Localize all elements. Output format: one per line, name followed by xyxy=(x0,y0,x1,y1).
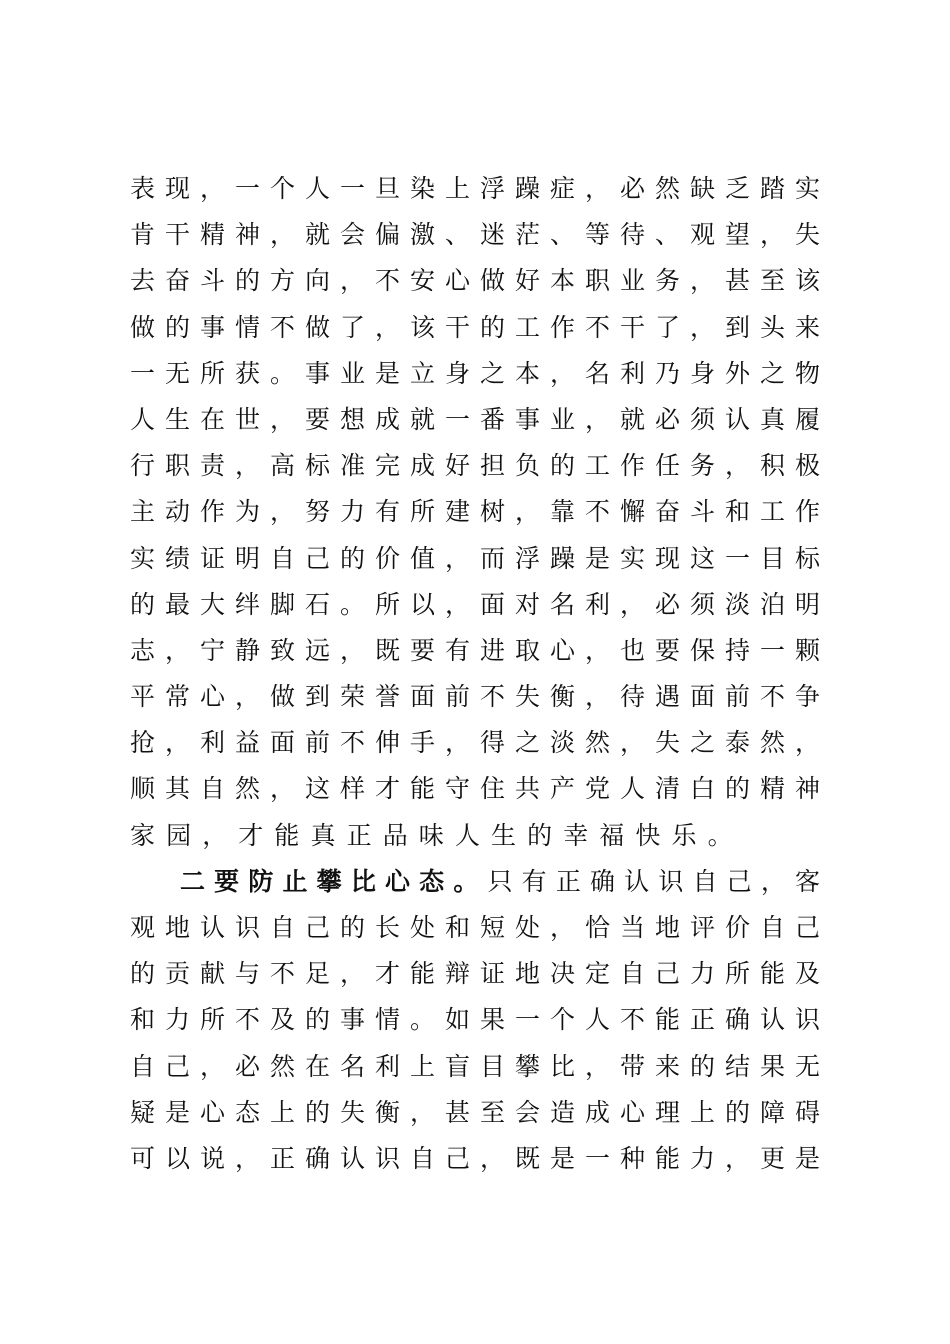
text-line: 去奋斗的方向，不安心做好本职业务，甚至该 xyxy=(130,266,820,296)
text-line: 和力所不及的事情。如果一个人不能正确认识 xyxy=(130,1005,820,1035)
paragraph-text: 只有正确认识自己，客 xyxy=(487,866,820,896)
text-line: 人生在世，要想成就一番事业，就必须认真履 xyxy=(130,404,820,434)
text-line: 志，宁静致远，既要有进取心，也要保持一颗 xyxy=(130,635,820,665)
text-line: 实绩证明自己的价值，而浮躁是实现这一目标 xyxy=(130,543,820,573)
text-line: 可以说，正确认识自己，既是一种能力，更是 xyxy=(130,1143,820,1173)
document-body xyxy=(130,166,820,1182)
text-line: 抢，利益面前不伸手，得之淡然，失之泰然， xyxy=(130,728,820,758)
text-line: 疑是心态上的失衡，甚至会造成心理上的障碍 xyxy=(130,1097,820,1127)
text-line: 自己，必然在名利上盲目攀比，带来的结果无 xyxy=(130,1051,820,1081)
text-line: 主动作为，努力有所建树，靠不懈奋斗和工作 xyxy=(130,497,820,527)
text-line: 观地认识自己的长处和短处，恰当地评价自己 xyxy=(130,913,820,942)
paragraph-1 xyxy=(130,166,820,859)
text-line xyxy=(130,859,820,905)
text-line: 肯干精神，就会偏激、迷茫、等待、观望，失 xyxy=(130,220,820,250)
text-line: 一无所获。事业是立身之本，名利乃身外之物 xyxy=(130,358,820,388)
text-line: 行职责，高标准完成好担负的工作任务，积极 xyxy=(130,451,820,481)
text-line: 平常心，做到荣誉面前不失衡，待遇面前不争 xyxy=(130,682,820,712)
text-line: 做的事情不做了，该干的工作不干了，到头来 xyxy=(130,312,820,342)
text-line: 的最大绊脚石。所以，面对名利，必须淡泊明 xyxy=(130,589,820,619)
paragraph-heading: 二要防止攀比心态。 xyxy=(180,866,488,896)
text-line: 家园，才能真正品味人生的幸福快乐。 xyxy=(130,820,744,850)
text-line: 的贡献与不足，才能辩证地决定自己力所能及 xyxy=(130,959,820,989)
text-line: 顺其自然，这样才能守住共产党人清白的精神 xyxy=(130,774,820,804)
text-line: 表现，一个人一旦染上浮躁症，必然缺乏踏实 xyxy=(130,174,820,203)
paragraph-2 xyxy=(130,859,820,1182)
